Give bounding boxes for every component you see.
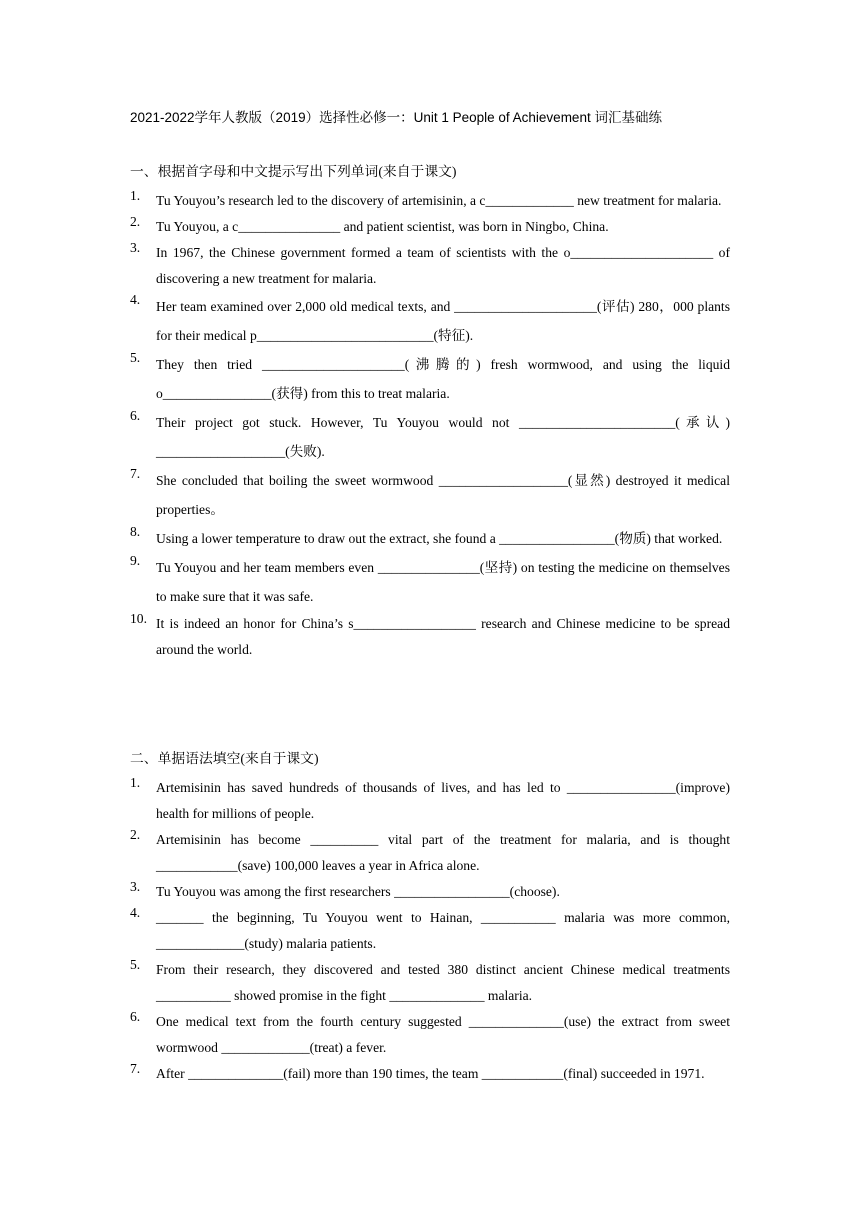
item-number: 1. <box>130 775 141 790</box>
list-item <box>130 466 730 524</box>
item-text: They then tried _____________________(沸腾的) fresh wormwood, and using the liquid o________________(获得) from this to treat malaria. <box>156 357 730 401</box>
item-text: _______ the beginning, Tu Youyou went to Hainan, ___________ malaria was more common, _____________(study) malaria patients. <box>156 910 730 951</box>
item-text: In 1967, the Chinese government formed a team of scientists with the o_____________________ of discovering a new treatment for malaria. <box>156 245 730 286</box>
item-text: Artemisinin has saved hundreds of thousands of lives, and has led to ________________(improve) health for millions of people. <box>156 780 730 821</box>
section-2-list <box>130 775 730 1087</box>
list-item <box>130 1009 730 1061</box>
item-number: 9. <box>130 553 141 568</box>
item-text: Using a lower temperature to draw out the extract, she found a _________________(物质) that worked. <box>156 531 723 546</box>
list-item <box>130 1061 730 1087</box>
item-number: 7. <box>130 1061 141 1076</box>
list-item <box>130 350 730 408</box>
item-number: 2. <box>130 827 141 842</box>
item-number: 1. <box>130 188 141 203</box>
section-1-list <box>130 188 730 663</box>
item-text: Tu Youyou and her team members even _______________(坚持) on testing the medicine on themselves to make sure that it was safe. <box>156 560 730 604</box>
list-item <box>130 292 730 350</box>
item-text: From their research, they discovered and tested 380 distinct ancient Chinese medical treatments ___________ showed promise in the fight ______________ malaria. <box>156 962 730 1003</box>
document-title: 2021-2022学年人教版（2019）选择性必修一：Unit 1 People of Achievement 词汇基础练 <box>130 110 662 125</box>
item-number: 6. <box>130 1009 141 1024</box>
item-number: 5. <box>130 350 141 365</box>
item-text: One medical text from the fourth century suggested ______________(use) the extract from sweet wormwood _____________(treat) a fever. <box>156 1014 730 1055</box>
item-text: Artemisinin has become __________ vital part of the treatment for malaria, and is thought ____________(save) 100,000 leaves a year in Africa alone. <box>156 832 730 873</box>
section-1-heading: 一、根据首字母和中文提示写出下列单词(来自于课文) <box>130 164 457 179</box>
item-number: 7. <box>130 466 141 481</box>
list-item <box>130 879 730 905</box>
list-item <box>130 957 730 1009</box>
item-number: 3. <box>130 879 141 894</box>
item-number: 3. <box>130 240 141 255</box>
section-2-heading: 二、单据语法填空(来自于课文) <box>130 751 319 766</box>
item-text: Tu Youyou’s research led to the discovery of artemisinin, a c_____________ new treatment for malaria. <box>156 193 722 208</box>
list-item <box>130 827 730 879</box>
item-text: It is indeed an honor for China’s s__________________ research and Chinese medicine to be spread around the world. <box>156 616 730 657</box>
item-number: 5. <box>130 957 141 972</box>
item-number: 6. <box>130 408 141 423</box>
item-text: After ______________(fail) more than 190 times, the team ____________(final) succeeded in 1971. <box>156 1066 705 1081</box>
item-number: 2. <box>130 214 141 229</box>
item-number: 8. <box>130 524 141 539</box>
item-number: 10. <box>130 611 147 626</box>
item-text: Tu Youyou was among the first researchers _________________(choose). <box>156 884 560 899</box>
item-text: Their project got stuck. However, Tu Youyou would not _______________________(承认) ___________________(失败). <box>156 415 730 459</box>
list-item <box>130 905 730 957</box>
item-text: Her team examined over 2,000 old medical texts, and _____________________(评估) 280，000 plants for their medical p__________________________(特征). <box>156 299 730 343</box>
list-item <box>130 240 730 292</box>
list-item <box>130 553 730 611</box>
list-item <box>130 214 730 240</box>
list-item <box>130 188 730 214</box>
item-text: Tu Youyou, a c_______________ and patient scientist, was born in Ningbo, China. <box>156 219 609 234</box>
list-item <box>130 524 730 553</box>
list-item <box>130 775 730 827</box>
item-text: She concluded that boiling the sweet wormwood ___________________(显然) destroyed it medical properties。 <box>156 473 730 517</box>
list-item <box>130 408 730 466</box>
item-number: 4. <box>130 905 141 920</box>
list-item <box>130 611 730 663</box>
item-number: 4. <box>130 292 141 307</box>
